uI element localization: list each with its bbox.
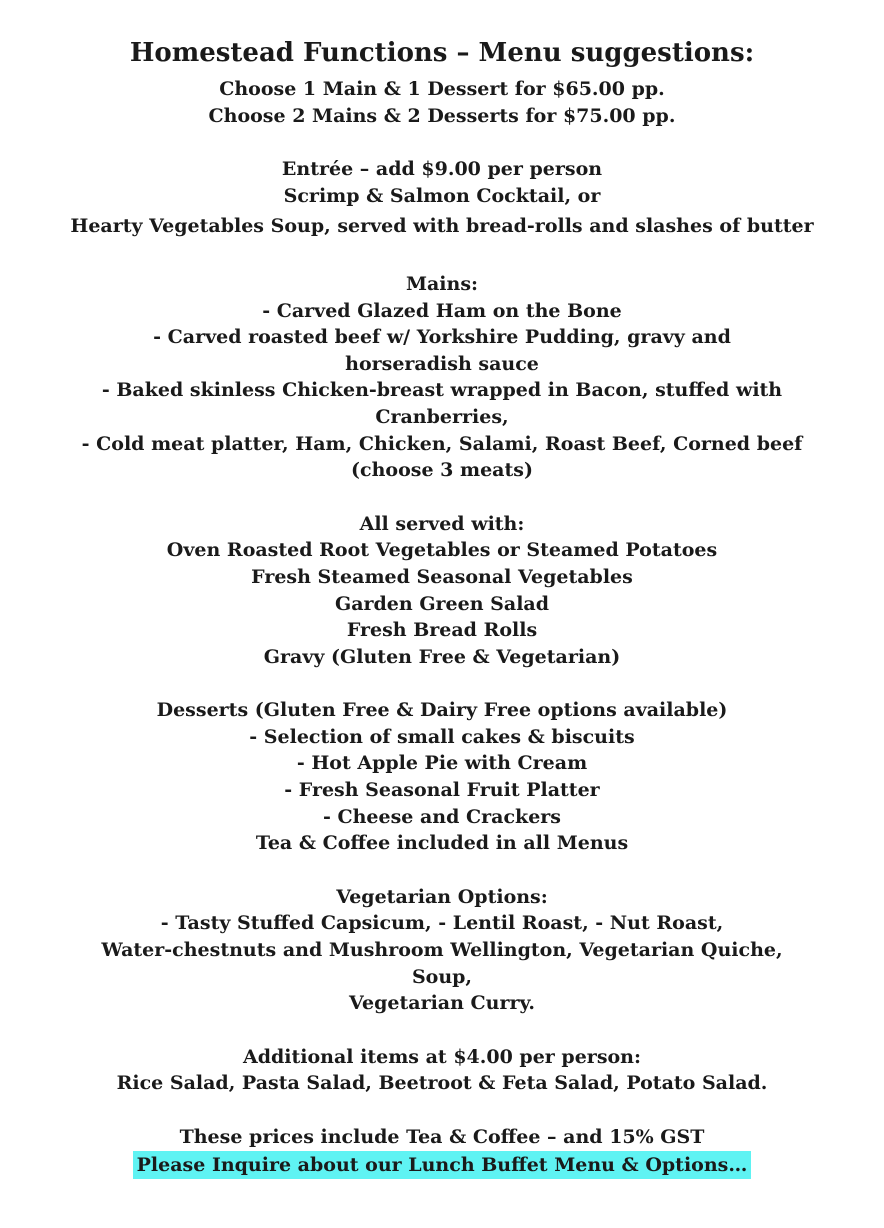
desserts-line: - Fresh Seasonal Fruit Platter [284,779,600,802]
vegetarian-line: - Tasty Stuffed Capsicum, - Lentil Roast, - Nut Roast, [160,912,724,935]
desserts-line: - Selection of small cakes & biscuits [249,725,635,748]
vegetarian-line: Water-chestnuts and Mushroom Wellington, Vegetarian Quiche, [101,939,783,962]
section-gap [0,240,884,271]
entree-heading: Entrée – add $9.00 per person [281,158,603,181]
inquire-line [0,1151,884,1179]
served-with-line: Gravy (Gluten Free & Vegetarian) [263,645,621,668]
served-with-line: Fresh Bread Rolls [346,619,538,642]
section-gap [0,670,884,697]
section-gap [0,1097,884,1124]
served-with-heading: All served with: [359,512,525,535]
pricing-line: Choose 1 Main & 1 Dessert for $65.00 pp. [219,78,665,100]
pricing-line: Choose 2 Mains & 2 Desserts for $75.00 pp. [208,104,676,127]
entree-item: Scrimp & Salmon Cocktail, or [283,184,601,207]
section-gap [0,484,884,511]
vegetarian-heading: Vegetarian Options: [336,885,548,908]
mains-line: horseradish sauce [345,352,539,375]
desserts-heading: Desserts (Gluten Free & Dairy Free options available) [156,699,728,722]
entree-item: Hearty Vegetables Soup, served with bread-rolls and slashes of butter [70,215,814,238]
served-with-line: Garden Green Salad [334,592,550,615]
section-gap [0,1017,884,1044]
mains-line: - Carved roasted beef w/ Yorkshire Pudding, gravy and [153,326,731,349]
inquire-highlight: Please Inquire about our Lunch Buffet Menu & Options… [133,1151,752,1179]
served-with-line: Fresh Steamed Seasonal Vegetables [251,565,633,588]
desserts-line: - Hot Apple Pie with Cream [296,752,588,775]
vegetarian-line: Vegetarian Curry. [349,992,535,1015]
desserts-line: - Cheese and Crackers [322,805,561,828]
served-with-line: Oven Roasted Root Vegetables or Steamed Potatoes [166,539,718,562]
mains-line: - Carved Glazed Ham on the Bone [262,299,622,322]
mains-line: Cranberries, [375,405,509,428]
section-gap [0,857,884,884]
additional-heading: Additional items at $4.00 per person: [242,1045,642,1068]
price-note: These prices include Tea & Coffee – and 15% GST [179,1126,705,1148]
additional-line: Rice Salad, Pasta Salad, Beetroot & Feta Salad, Potato Salad. [116,1072,768,1095]
page-title: Homestead Functions – Menu suggestions: [129,38,755,68]
desserts-line: Tea & Coffee included in all Menus [255,832,629,855]
mains-heading: Mains: [405,272,479,295]
mains-line: - Cold meat platter, Ham, Chicken, Salami, Roast Beef, Corned beef [81,432,803,455]
vegetarian-line: Soup, [411,965,473,988]
mains-line: (choose 3 meats) [351,459,533,482]
section-gap [0,129,884,156]
mains-line: - Baked skinless Chicken-breast wrapped in Bacon, stuffed with [101,379,783,402]
